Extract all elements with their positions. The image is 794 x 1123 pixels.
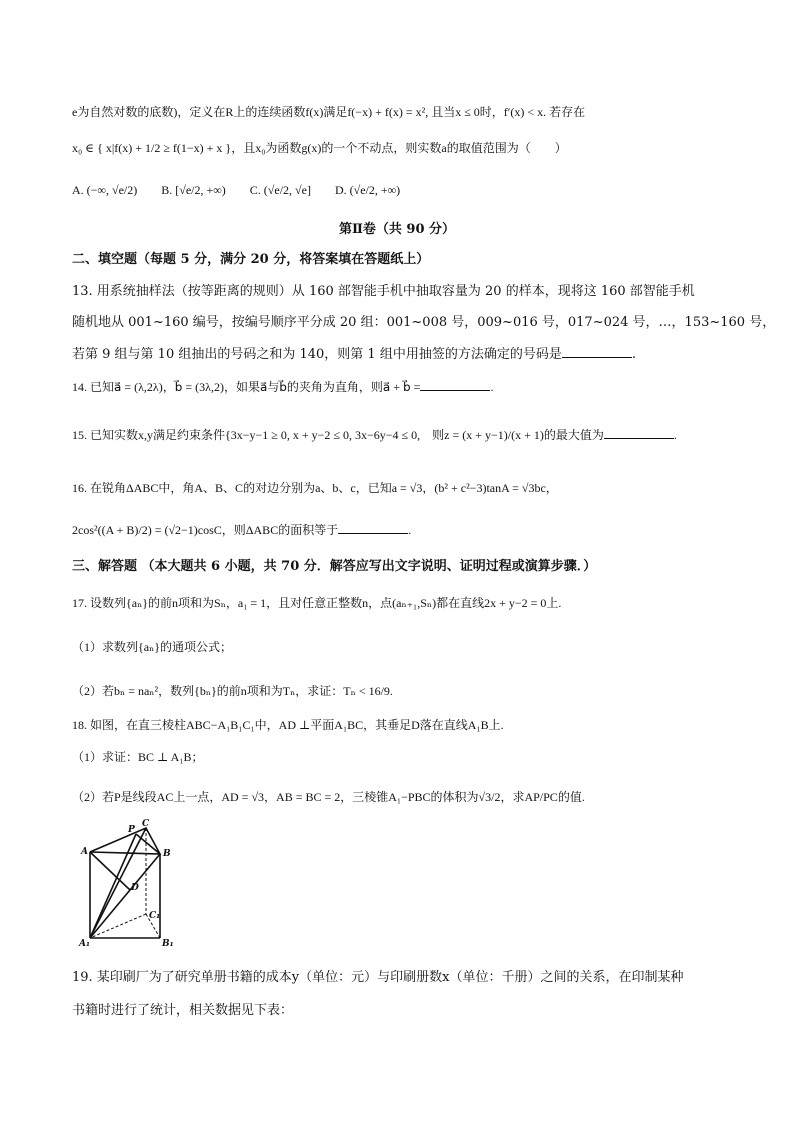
section-2-title: 第Ⅱ卷（共 90 分） (338, 222, 456, 237)
label-b: B (163, 849, 171, 859)
question-19-line-2: 书籍时进行了统计，相关数据见下表： (72, 1003, 294, 1018)
edge-pb (136, 834, 160, 854)
part-3-title: 三、解答题 （本大题共 6 小题，共 70 分．解答应写出文字说明、证明过程或演算步骤．） (72, 559, 597, 574)
intro-line-1: e为自然对数的底数)，定义在R上的连续函数f(x)满足f(−x) + f(x) = x², 且当x ≤ 0时，f′(x) < x. 若存在 (72, 105, 586, 119)
question-17-part-2: （2）若bₙ = naₙ²，数列{bₙ}的前n项和为Tₙ，求证：Tₙ < 16/9. (72, 684, 393, 698)
label-p: P (128, 825, 135, 835)
question-14: 14. 已知a⃗ = (λ,2λ)，b⃗ = (3λ,2)，如果a⃗与b⃗的夹角为直角，则a⃗ + b⃗ = . (72, 380, 494, 394)
prism-figure (78, 818, 178, 950)
question-13-line-3: 若第 9 组与第 10 组抽出的号码之和为 140，则第 1 组中用抽签的方法确定的号码是 . (72, 347, 636, 362)
question-16-text: 2cos²((A + B)/2) = (√2−1)cosC，则ΔABC的面积等于 (72, 523, 339, 537)
question-17-part-1: （1）求数列{aₙ}的通项公式； (72, 640, 233, 654)
question-17: 17. 设数列{aₙ}的前n项和为Sₙ，a₁ = 1，且对任意正整数n，点(aₙ₊₁,Sₙ)都在直线2x + y−2 = 0上. (72, 596, 562, 610)
label-a1: A₁ (79, 939, 90, 949)
answer-blank[interactable] (604, 426, 674, 439)
question-19-line-1: 19. 某印刷厂为了研究单册书籍的成本y（单位：元）与印刷册数x（单位：千册）之间的关系，在印制某种 (72, 970, 684, 985)
question-14-text: 14. 已知a⃗ = (λ,2λ)，b⃗ = (3λ,2)，如果a⃗与b⃗的夹角为直角，则a⃗ + b⃗ = (72, 380, 421, 394)
edge-a1b (90, 854, 160, 938)
question-18: 18. 如图，在直三棱柱ABC−A₁B₁C₁中，AD ⊥平面A₁BC，其垂足D落在直线A₁B上. (72, 718, 504, 732)
label-d: D (131, 883, 139, 893)
answer-blank[interactable] (338, 521, 408, 534)
part-2-title: 二、填空题（每题 5 分，满分 20 分，将答案填在答题纸上） (72, 252, 430, 267)
label-c: C (142, 819, 150, 829)
intro-line-2: x₀ ∈ { x|f(x) + 1/2 ≥ f(1−x) + x }，且x₀为函数g(x)的一个不动点，则实数a的取值范围为（ ） (72, 141, 567, 155)
choices-line: A. (−∞, √e/2) B. [√e/2, +∞) C. (√e/2, √e] D. (√e/2, +∞) (72, 183, 401, 197)
answer-blank[interactable] (420, 378, 490, 391)
question-16-line-1: 16. 在锐角ΔABC中，角A、B、C的对边分别为a、b、c，已知a = √3，(b² + c²−3)tanA = √3bc， (72, 481, 558, 495)
question-15: 15. 已知实数x,y满足约束条件{3x−y−1 ≥ 0, x + y−2 ≤ 0, 3x−6y−4 ≤ 0, 则z = (x + y−1)/(x + 1)的最大值为 . (72, 428, 677, 442)
label-b1: B₁ (162, 939, 174, 949)
question-13-text: 若第 9 组与第 10 组抽出的号码之和为 140，则第 1 组中用抽签的方法确定的号码是 (72, 347, 562, 362)
label-c1: C₁ (149, 911, 161, 921)
question-16-line-2: 2cos²((A + B)/2) = (√2−1)cosC，则ΔABC的面积等于 . (72, 523, 412, 537)
top-triangle (90, 828, 160, 854)
label-a: A (81, 847, 88, 857)
question-18-part-1: （1）求证：BC ⊥ A₁B； (72, 750, 204, 764)
question-15-text: 15. 已知实数x,y满足约束条件{3x−y−1 ≥ 0, x + y−2 ≤ 0, 3x−6y−4 ≤ 0, 则z = (x + y−1)/(x + 1)的最大值为 (72, 428, 604, 442)
question-13-line-2: 随机地从 001~160 编号，按编号顺序平分成 20 组：001~008 号，009~016 号，017~024 号，…，153~160 号， (72, 315, 776, 330)
question-13-line-1: 13. 用系统抽样法（按等距离的规则）从 160 部智能手机中抽取容量为 20 的样本，现将这 160 部智能手机 (72, 284, 695, 299)
answer-blank[interactable] (562, 345, 632, 358)
question-18-part-2: （2）若P是线段AC上一点，AD = √3，AB = BC = 2，三棱锥A₁−PBC的体积为√3/2，求AP/PC的值. (72, 790, 585, 804)
